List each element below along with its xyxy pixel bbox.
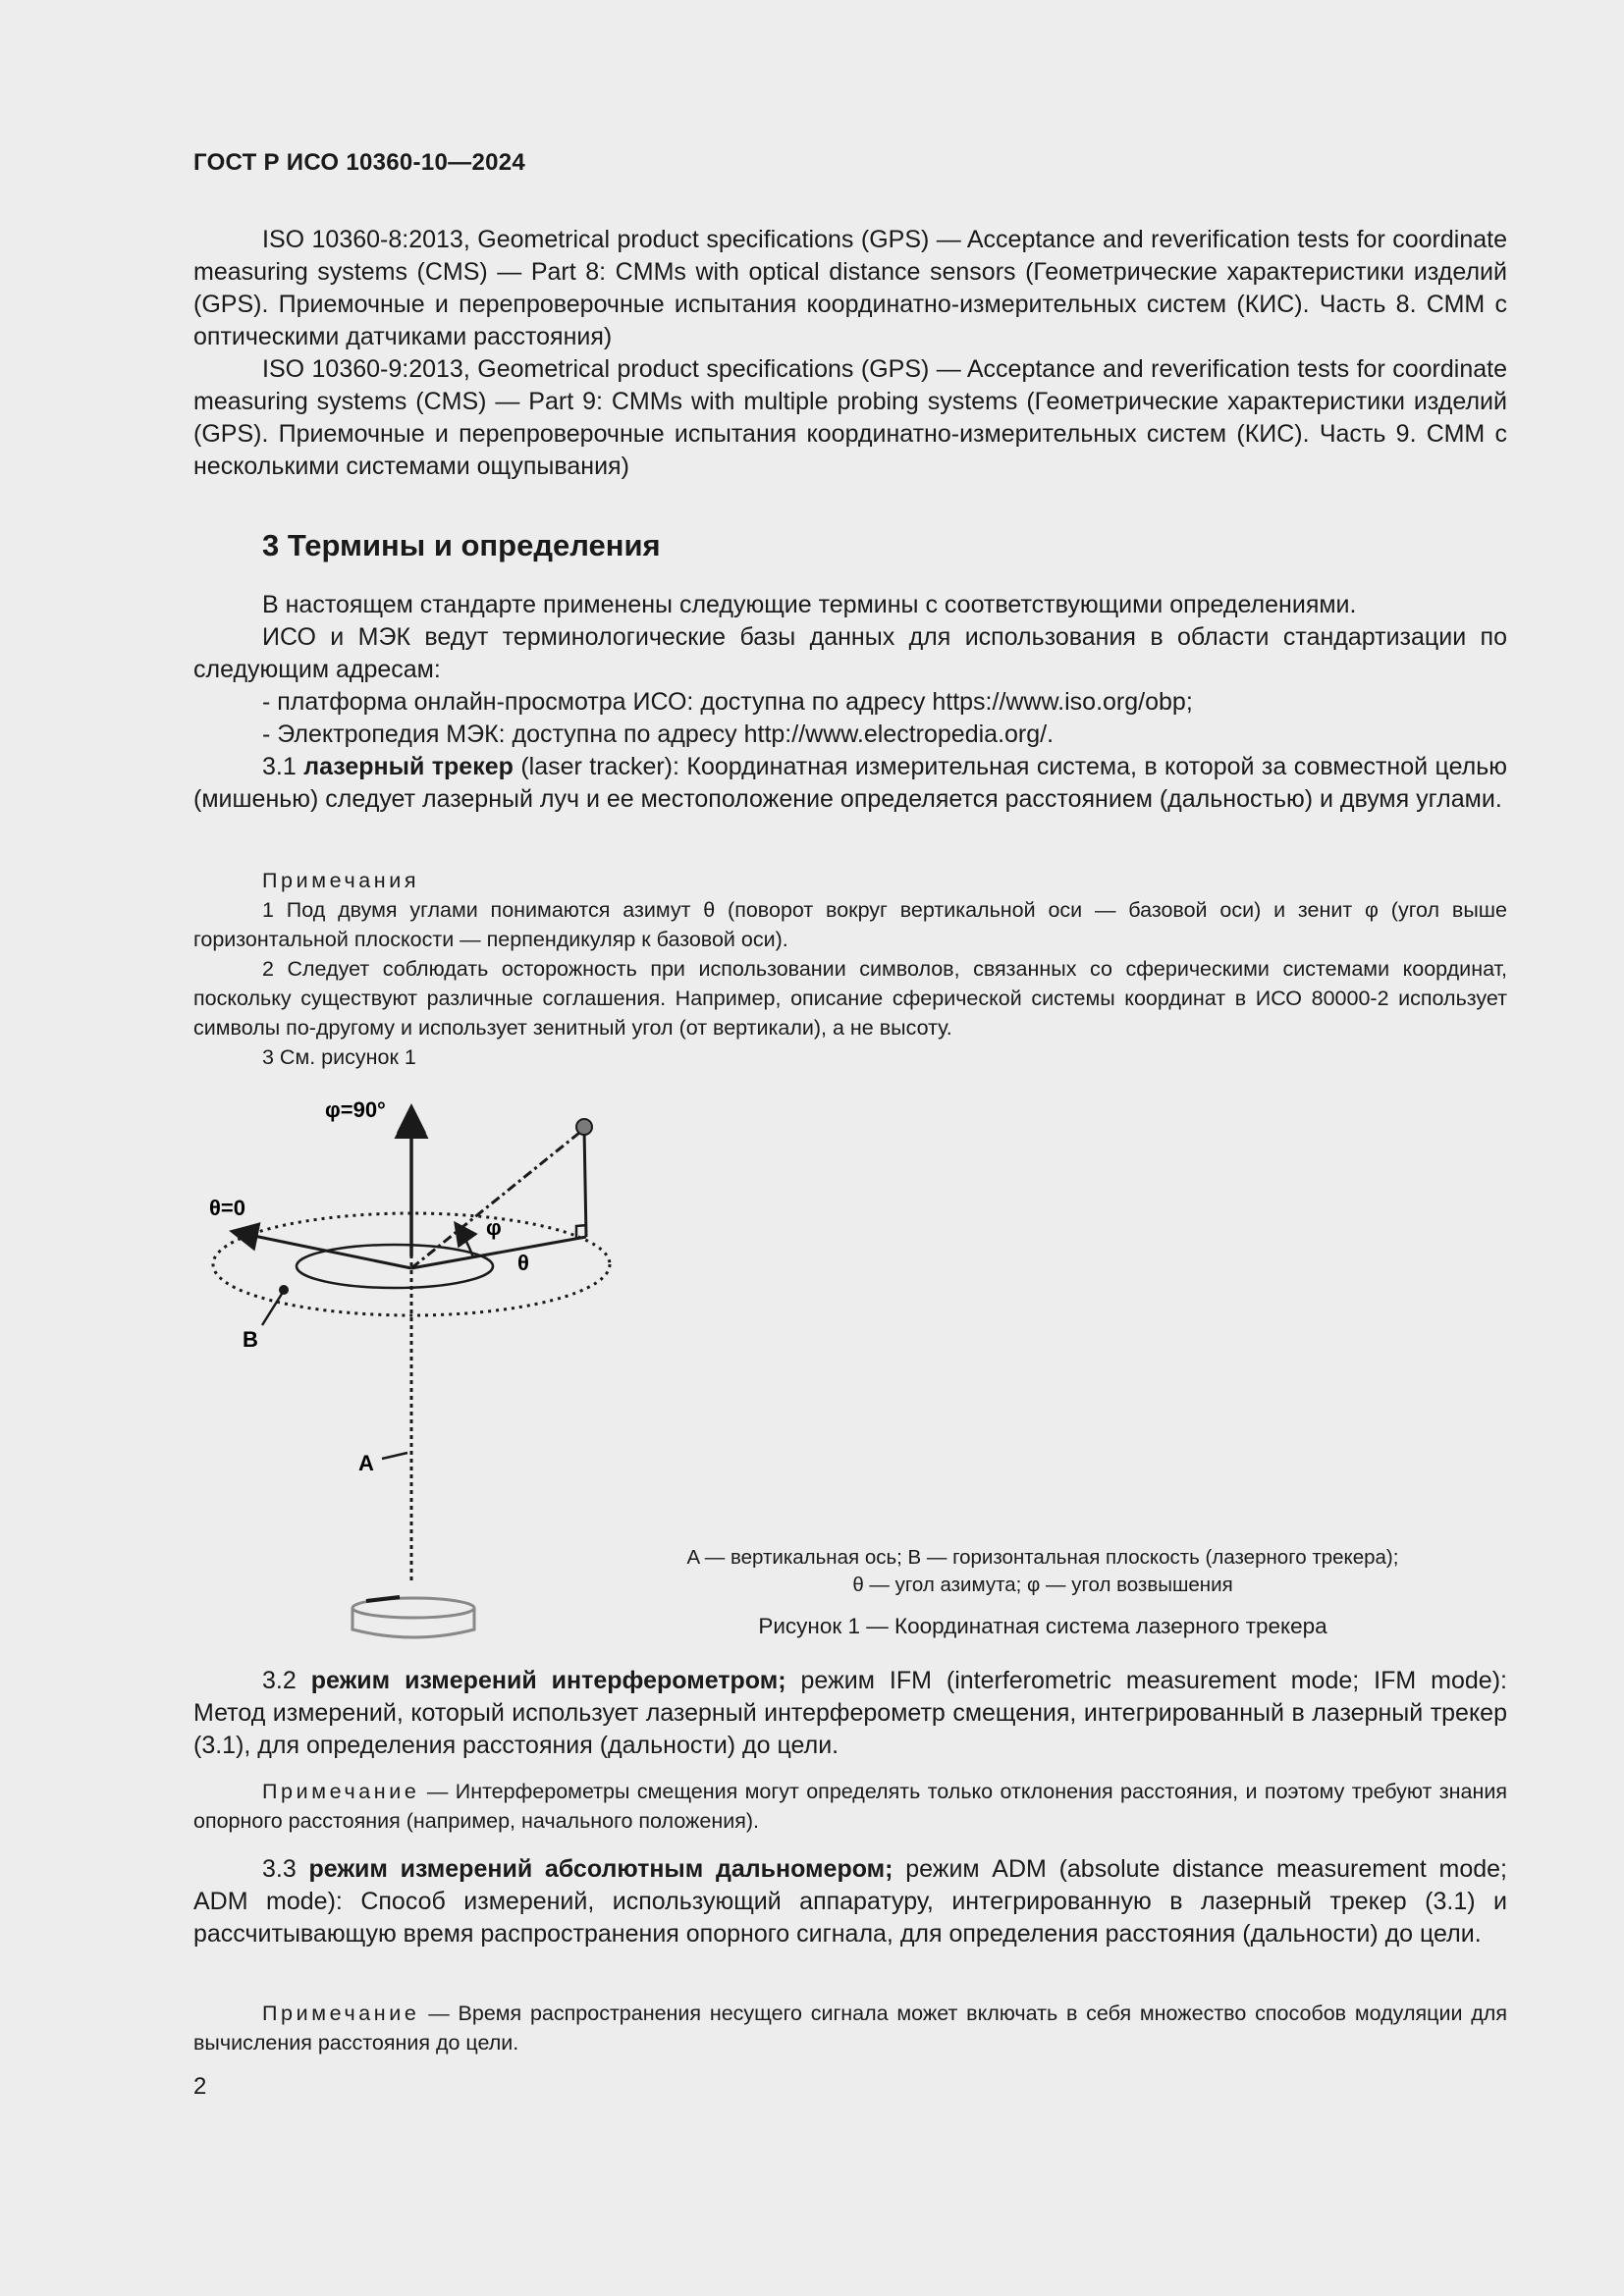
note-3-2-block	[193, 1777, 1507, 1836]
term-3-3-block	[193, 1853, 1507, 1950]
label-theta: θ	[517, 1251, 529, 1275]
notes-title: Примечания	[262, 869, 420, 892]
figure-legend-line-1: A — вертикальная ось; B — горизонтальная плоскость (лазерного трекера);	[686, 1546, 1399, 1569]
term-3-2-block	[193, 1665, 1507, 1762]
term-3-3	[193, 1853, 1507, 1950]
note-1: 1 Под двумя углами понимаются азимут θ (поворот вокруг вертикальной оси — базовой оси) и зенит φ (угол выше горизонтальной плоскости — перпендикуляр к базовой оси).	[193, 898, 1507, 951]
label-a: A	[358, 1451, 374, 1475]
term-number: 3.1	[262, 753, 304, 780]
elevation-angle-arc	[457, 1225, 473, 1257]
terms-intro-block	[193, 589, 1507, 816]
theta-zero-direction	[235, 1232, 411, 1268]
figure-legend-line-2: θ — угол азимута; φ — угол возвышения	[852, 1574, 1233, 1596]
term-name: лазерный трекер	[303, 753, 514, 780]
target-projection	[411, 1237, 586, 1268]
tracker-base	[352, 1597, 474, 1637]
plane-point-b	[279, 1285, 289, 1295]
label-phi: φ	[486, 1215, 502, 1240]
term-3-2	[193, 1665, 1507, 1762]
list-item-electropedia: - Электропедия МЭК: доступна по адресу http://www.electropedia.org/.	[262, 721, 1055, 748]
references-block	[193, 224, 1507, 483]
intro-paragraph-1: В настоящем стандарте применены следующие термины с соответствующими определениями.	[262, 591, 1357, 618]
laser-tracker-coordinate-diagram	[193, 1090, 645, 1649]
note-2: 2 Следует соблюдать осторожность при использовании символов, связанных со сферическими системами координат, поскольку существуют различные соглашения. Например, описание сферической системы координат в ИСО 80000-2 использует символы по-другому и использует зенитный угол (от вертикали), а не высоту.	[193, 957, 1507, 1040]
list-item-iso-obp: - платформа онлайн-просмотра ИСО: доступна по адресу https://www.iso.org/obp;	[262, 688, 1193, 716]
label-theta-0: θ=0	[209, 1196, 245, 1220]
label-phi-90: φ=90°	[325, 1097, 386, 1122]
label-b: B	[243, 1327, 258, 1352]
term-name: режим измерений абсолютным дальномером;	[308, 1855, 893, 1883]
document-header: ГОСТ Р ИСО 10360-10—2024	[193, 149, 526, 176]
target-sphere	[576, 1119, 592, 1135]
reference-iso-10360-8: ISO 10360-8:2013, Geometrical product specifications (GPS) — Acceptance and reverification tests for coordinate measuring systems (CMS) — Part 8: CMMs with optical distance sensors (Геометрические характеристики изделий (GPS). Приемочные и перепроверочные испытания координатно-измерительных систем (КИС). Часть 8. СММ с оптическими датчиками расстояния)	[193, 226, 1507, 350]
note-3-2	[193, 1777, 1507, 1836]
term-definition: (laser tracker): Координатная измерительная система, в которой за совместной целью (мишенью) следует лазерный луч и ее местоположение определяется расстоянием (дальностью) и двумя углами.	[193, 753, 1508, 813]
reference-iso-10360-9: ISO 10360-9:2013, Geometrical product specifications (GPS) — Acceptance and reverification tests for coordinate measuring systems (CMS) — Part 9: CMMs with multiple probing systems (Геометрические характеристики изделий (GPS). Приемочные и перепроверочные испытания координатно-измерительных систем (КИС). Часть 9. СММ с несколькими системами ощупывания)	[193, 355, 1507, 480]
page-number: 2	[193, 2073, 207, 2100]
term-name: режим измерений интерферометром;	[310, 1667, 786, 1694]
term-definition: режим ADM (absolute distance measurement mode; ADM mode): Способ измерений, использующий аппаратуру, интегрированную в лазерный трекер (3.1) и рассчитывающую время распространения опорного сигнала, для определения расстояния (дальности) до цели.	[193, 1855, 1507, 1948]
term-3-1	[193, 751, 1507, 816]
note-3-3	[193, 1999, 1507, 2057]
figure-title: Рисунок 1 — Координатная система лазерного трекера	[758, 1614, 1327, 1638]
note-label: Примечание	[262, 1780, 420, 1803]
intro-paragraph-2: ИСО и МЭК ведут терминологические базы данных для использования в области стандартизации по следующим адресам:	[193, 623, 1507, 683]
label-a-leader	[382, 1453, 407, 1459]
note-3-3-block	[193, 1999, 1507, 2057]
label-b-leader	[262, 1294, 282, 1325]
note-3: 3 См. рисунок 1	[262, 1045, 416, 1069]
note-text: — Интерферометры смещения могут определять только отклонения расстояния, и поэтому требуют знания опорного расстояния (например, начального положения).	[193, 1780, 1507, 1833]
term-definition: режим IFM (interferometric measurement mode; IFM mode): Метод измерений, который использует лазерный интерферометр смещения, интегрированный в лазерный трекер (3.1), для определения расстояния (дальности) до цели.	[193, 1667, 1507, 1759]
term-number: 3.3	[262, 1855, 309, 1883]
target-vertical	[584, 1129, 586, 1237]
note-text: — Время распространения несущего сигнала может включать в себя множество способов модуляции для вычисления расстояния до цели.	[193, 2002, 1507, 2055]
note-label: Примечание	[262, 2002, 420, 2025]
term-number: 3.2	[262, 1667, 311, 1694]
notes-block	[193, 866, 1507, 1072]
section-title: 3 Термины и определения	[262, 528, 661, 562]
